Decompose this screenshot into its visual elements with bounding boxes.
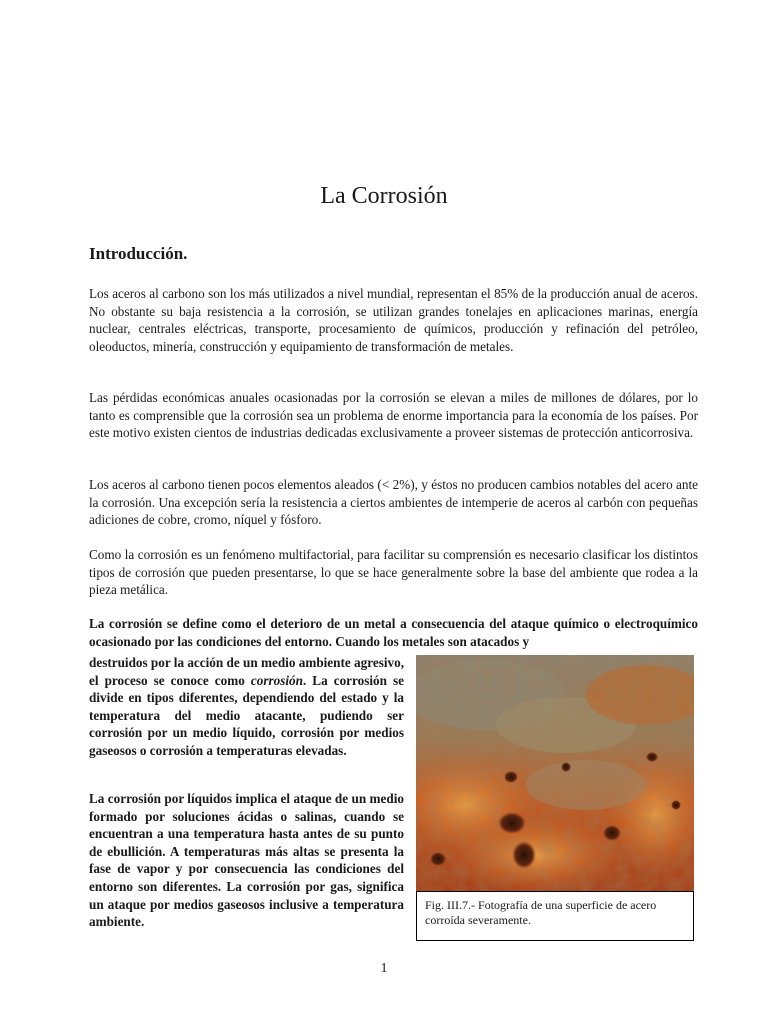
paragraph-definition-continued (89, 654, 404, 760)
paragraph-alloying: Los aceros al carbono tienen pocos elementos aleados (< 2%), y éstos no producen cambios notables del acero ante la corrosión. Una excepción sería la resistencia a ciertos ambientes de intemperie de aceros al carbón con pequeñas adiciones de cobre, cromo, níquel y fósforo. (89, 477, 698, 528)
figure-caption-box (416, 891, 694, 941)
page-number: 1 (380, 961, 388, 976)
definition-text-before: destruidos por la acción de un medio ambiente agresivo, el proceso se conoce como (89, 655, 404, 688)
paragraph-intro: Los aceros al carbono son los más utilizados a nivel mundial, representan el 85% de la producción anual de aceros. No obstante su baja resistencia a la corrosión, se utilizan grandes tonelajes en aplicaciones marinas, energía nuclear, centrales eléctricas, transporte, procesamiento de químicos, producción y refinación del petróleo, oleoductos, minería, construcción y equipamiento de transformación de metales. (89, 286, 698, 354)
figure-corroded-steel (416, 655, 694, 940)
section-heading: Introducción. (89, 244, 188, 263)
paragraph-economic-losses: Las pérdidas económicas anuales ocasionadas por la corrosión se elevan a miles de millones de dólares, por lo tanto es comprensible que la corrosión sea un problema de enorme importancia para la economía de los países. Por este motivo existen cientos de industrias dedicadas exclusivamente a proveer sistemas de protección anticorrosiva. (89, 390, 698, 441)
paragraph-liquid-corrosion: La corrosión por líquidos implica el ataque de un medio formado por soluciones ácidas o salinas, cuando se encuentran a una temperatura hasta antes de su punto de ebullición. A temperaturas más altas se presenta la fase de vapor y por consecuencia las condiciones del entorno son diferentes. La corrosión por gas, significa un ataque por medios gaseosos inclusive a temperatura ambiente. (89, 791, 404, 930)
paragraph-classification: Como la corrosión es un fenómeno multifactorial, para facilitar su comprensión es necesario clasificar los distintos tipos de corrosión que pueden presentarse, lo que se hace generalmente sobre la base del ambiente que rodea a la pieza metálica. (89, 547, 698, 598)
definition-text-after: . La corrosión se divide en tipos diferentes, dependiendo del estado y la temperatura del medio atacante, pudiendo ser corrosión por un medio líquido, corrosión por medios gaseosos o corrosión a temperaturas elevadas. (89, 672, 405, 758)
corroded-steel-photo (416, 655, 694, 891)
figure-caption: Fig. III.7.- Fotografía de una superficie de acero corroída severamente. (425, 898, 657, 927)
definition-term: corrosión (250, 672, 303, 688)
paragraph-definition-lead: La corrosión se define como el deterioro de un metal a consecuencia del ataque químico o electroquímico ocasionado por las condiciones del entorno. Cuando los metales son atacados y (89, 616, 698, 649)
page-title: La Corrosión (320, 183, 448, 209)
